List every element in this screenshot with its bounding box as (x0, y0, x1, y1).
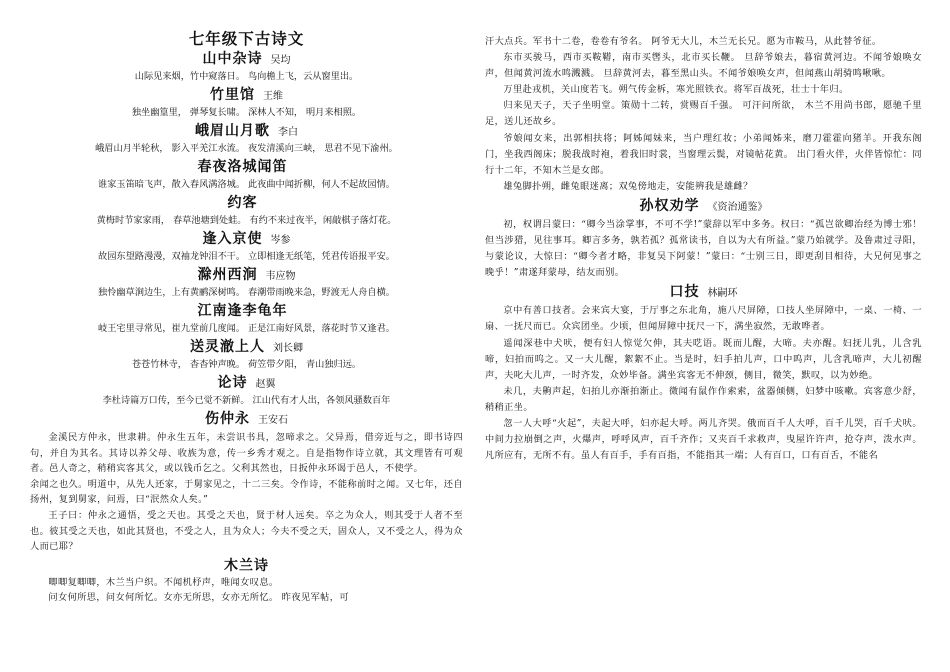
poem-title-text: 逢入京使 (202, 231, 263, 247)
poem-title (30, 86, 463, 106)
prose-title: 木兰诗 (224, 557, 269, 574)
poem-line: 山际见来烟，竹中窥落日。 鸟向檐上飞，云从窗里出。 (134, 71, 359, 82)
paragraph: 归来见天子，天子坐明堂。策勋十二转，赏赐百千强。 可汗问所欲， 木兰不用尚书郎，愿驰千里足，送儿还故乡。 (485, 100, 922, 128)
poem-author: 吴均 (270, 55, 291, 66)
poem-title-text: 约客 (227, 195, 258, 211)
poem-line: 岐王宅里寻常见，崔九堂前几度闻。 正是江南好风景，落花时节又逢君。 (98, 323, 395, 334)
poem-line: 李杜诗篇万口传，至今已觉不新鲜。 江山代有才人出，各领风骚数百年 (102, 395, 391, 406)
prose-title (485, 197, 922, 217)
paragraph: 万里赴戎机，关山度若飞。朔气传金柝，寒光照铁衣。将军百战死，壮士十年归。 (503, 84, 849, 96)
poem-author: 岑参 (270, 235, 291, 246)
paragraph: 金溪民方仲永，世隶耕。仲永生五年，未尝识书具，忽啼求之。父异焉，借旁近与之，即书诗四句，并自为其名。其诗以养父母、收族为意，传一乡秀才观之。自是指物作诗立就，其文理皆有可观者。邑人奇之，稍稍宾客其父，或以钱币乞之。父利其然也，日扳仲永环谒于邑人，不使学。 (30, 432, 463, 475)
poem-line: 苍苍竹林寺， 杳杳钟声晚。 荷笠带夕阳， 青山独归远。 (131, 359, 362, 370)
paragraph: 问女何所思，问女何所忆。女亦无所思，女亦无所忆。 昨夜见军帖，可 (48, 592, 349, 604)
poem-title (30, 266, 463, 286)
poem-title (30, 122, 463, 142)
prose-section-shangzhongyong (30, 410, 463, 555)
poem-title-text: 峨眉山月歌 (195, 123, 270, 139)
paragraph: 遥闻深巷中犬吠，便有妇人惊觉欠伸，其夫呓语。既而儿醒，大啼。夫亦醒。妇抚儿乳，儿含乳啼，妇拍而呜之。又一大儿醒，絮絮不止。当是时，妇手拍儿声，口中呜声，儿含乳啼声，大儿初醒声，夫叱大儿声，一时齐发，众妙毕备。满坐宾客无不伸颈，侧目，微笑，默叹，以为妙绝。 (485, 337, 922, 381)
paragraph: 初，权谓吕蒙曰：“卿今当涂掌事，不可不学!”蒙辞以军中多务。权曰：“孤岂欲卿治经为博士邪！但当涉猎，见往事耳。卿言多务，孰若孤？孤常读书，自以为大有所益。”蒙乃始就学。及鲁肃过寻阳，与蒙论议，大惊曰：“卿今者才略，非复吴下阿蒙！”蒙曰：“士别三日，即更刮目相待，大兄何见事之晚乎！”肃遂拜蒙母，结友而别。 (485, 218, 922, 279)
right-column (485, 34, 922, 464)
paragraph: 汗大点兵。军书十二卷，卷卷有爷名。 阿爷无大儿，木兰无长兄。愿为市鞍马，从此替爷征。 (485, 36, 882, 47)
poem-line: 故园东望路漫漫，双袖龙钟泪不干。 立即相逢无纸笔，凭君传语报平安。 (98, 251, 395, 262)
paragraph: 唧唧复唧唧，木兰当户织。不闻机杼声，唯闻女叹息。 (48, 576, 279, 588)
poem-line: 独怜幽草涧边生，上有黄鹂深树鸣。 春潮带雨晚来急，野渡无人舟自横。 (98, 287, 395, 298)
prose-title-text: 孙权劝学 (639, 197, 700, 214)
prose-title (485, 283, 922, 303)
left-column (30, 30, 463, 606)
poem-author: 李白 (278, 127, 298, 138)
poem-title-text: 滁州西涧 (197, 267, 258, 283)
poem-title (30, 374, 463, 394)
poem-line: 峨眉山月半轮秋， 影入平羌江水流。 夜发清溪向三峡， 思君不见下渝州。 (95, 143, 398, 154)
paragraph: 王子曰：仲永之通悟，受之天也。其受之天也，贤于材人远矣。卒之为众人，则其受于人者不至也。彼其受之天也，如此其贤也，不受之人，且为众人；今夫不受之天，固众人，又不受之人，得为众人而已耶？ (30, 509, 463, 553)
poem-title (30, 194, 463, 214)
poem-title-text: 春夜洛城闻笛 (197, 159, 288, 175)
poem-author: 韦应物 (265, 271, 296, 282)
poem-title (30, 302, 463, 322)
poem-title-text: 山中杂诗 (202, 51, 263, 67)
poem-line: 谁家玉笛暗飞声，散入春风满洛城。 此夜曲中闻折柳，何人不起故园情。 (98, 179, 395, 190)
poem-title (30, 338, 463, 358)
poem-line: 独坐幽篁里， 弹琴复长啸。 深林人不知， 明月来相照。 (131, 107, 362, 118)
poem-title (30, 50, 463, 70)
document-title: 七年级下古诗文 (188, 30, 305, 48)
poem-title (30, 158, 463, 178)
prose-title-text: 伤仲永 (205, 411, 250, 427)
prose-author: 王安石 (258, 415, 288, 426)
paragraph: 未几，夫齁声起，妇拍儿亦渐拍渐止。微闻有鼠作作索索，盆器倾侧，妇梦中咳嗽。宾客意少舒，稍稍正坐。 (485, 385, 922, 413)
poem-line: 黄梅时节家家雨， 春草池塘到处蛙。 有约不来过夜半，闲敲棋子落灯花。 (96, 215, 397, 226)
prose-author: 《资治通鉴》 (707, 201, 768, 213)
poem-title-text: 送灵澈上人 (190, 339, 265, 355)
prose-title (30, 410, 463, 430)
poem-author: 刘长卿 (273, 343, 303, 354)
paragraph: 东市买骏马，西市买鞍鞯，南市买辔头，北市买长鞭。 旦辞爷娘去，暮宿黄河边。不闻爷娘唤女声，但闻黄河流水鸣溅溅。 旦辞黄河去，暮至黑山头。不闻爷娘唤女声，但闻燕山胡骑鸣啾啾。 (485, 52, 922, 80)
paragraph: 京中有善口技者。会来宾大宴，于厅事之东北角，施八尺屏障，口技人坐屏障中，一桌、一椅、一扇、一抚尺而已。众宾团坐。少顷，但闻屏障中抚尺一下，满坐寂然，无敢哗者。 (485, 305, 922, 333)
paragraph: 忽一人大呼“火起”，夫起大呼，妇亦起大呼。两儿齐哭。俄而百千人大呼，百千儿哭，百千犬吠。中间力拉崩倒之声，火爆声，呼呼风声，百千齐作；又夹百千求救声，曳屋许许声，抢夺声，泼水声。凡所应有，无所不有。虽人有百手，手有百指，不能指其一端；人有百口，口有百舌，不能名 (485, 417, 922, 462)
poem-author: 赵翼 (255, 379, 276, 390)
prose-section-mulanshi-continued (485, 34, 922, 195)
paragraph: 雄兔脚扑朔，雌兔眼迷离；双兔傍地走，安能辨我是雄雌？ (503, 180, 753, 192)
prose-section-mulanshi (30, 557, 463, 606)
poem-title-text: 竹里馆 (210, 87, 255, 103)
prose-section-kouji (485, 283, 922, 464)
poem-title-text: 江南逢李龟年 (197, 303, 288, 319)
prose-title-text: 口技 (669, 284, 700, 301)
prose-section-sunquan (485, 197, 922, 281)
poem-author: 王维 (263, 91, 283, 102)
poem-section (30, 50, 463, 408)
paragraph: 余闻之也久。明道中，从先人还家，于舅家见之，十二三矣。令作诗，不能称前时之闻。又七年，还自扬州，复到舅家，问焉，曰“泯然众人矣。” (30, 478, 463, 506)
poem-title (30, 230, 463, 250)
poem-title-text: 论诗 (217, 375, 248, 391)
paragraph: 爷娘闻女来，出郭相扶将；阿姊闻妹来，当户理红妆；小弟闻姊来，磨刀霍霍向猪羊。开我东阁门，坐我西阁床；脱我战时袍，着我旧时裳，当窗理云鬓，对镜帖花黄。 出门看火伴，火伴皆惊忙：同行十二年，不知木兰是女郎。 (485, 132, 922, 176)
prose-author: 林嗣环 (707, 288, 738, 300)
